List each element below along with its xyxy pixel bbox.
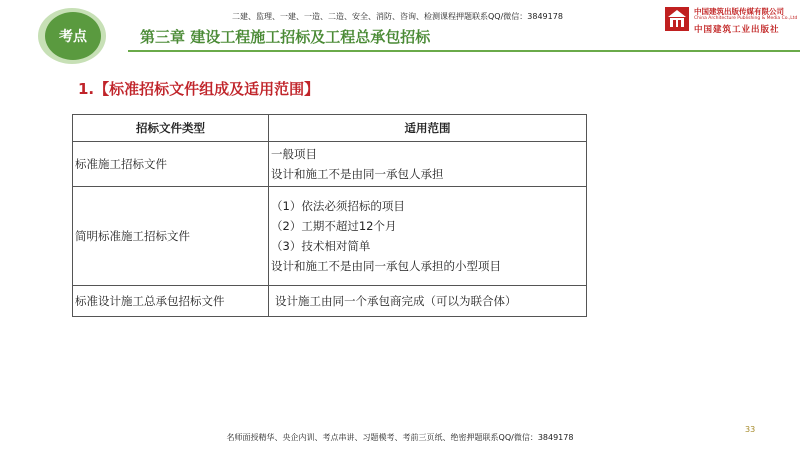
table-row: [73, 142, 587, 187]
logo-name-en: China Architecture Publishing & Media Co.,Ltd: [694, 16, 798, 21]
scope-line: （1）依法必须招标的项目: [271, 199, 405, 213]
section-heading: 1.【标准招标文件组成及适用范围】: [78, 80, 320, 98]
logo-name-cn2: 中国建筑工业出版社: [694, 25, 780, 35]
table-header-row: [73, 115, 587, 142]
header-scope: 适用范围: [269, 115, 587, 142]
publisher-logo: [664, 4, 798, 38]
scope-cell: [269, 286, 587, 317]
scope-line: 一般项目: [271, 147, 317, 161]
topic-badge: 考点: [45, 12, 101, 60]
scope-line: （2）工期不超过12个月: [271, 219, 397, 233]
scope-line: 设计和施工不是由同一承包人承担: [271, 167, 444, 181]
doc-type-cell: 标准施工招标文件: [73, 142, 269, 187]
top-promo-text: 二建、监理、一建、一造、二造、安全、消防、咨询、检测课程押题联系QQ/微信：3849178: [232, 12, 563, 21]
table-row: [73, 187, 587, 286]
scope-line: （3）技术相对简单: [271, 239, 371, 253]
logo-name-cn: 中国建筑出版传媒有限公司: [694, 7, 784, 16]
scope-line: 设计施工由同一个承包商完成（可以为联合体）: [275, 294, 517, 308]
doc-type-cell: 简明标准施工招标文件: [73, 187, 269, 286]
scope-cell: [269, 187, 587, 286]
page-number: 33: [745, 425, 756, 434]
header-type: 招标文件类型: [73, 115, 269, 142]
chapter-title: 第三章 建设工程施工招标及工程总承包招标: [140, 28, 431, 46]
bid-docs-table: [72, 114, 587, 317]
scope-cell: [269, 142, 587, 187]
table-row: [73, 286, 587, 317]
bottom-promo-text: 名师面授精华、央企内训、考点串讲、习题模考、考前三页纸、绝密押题联系QQ/微信：3849178: [226, 433, 574, 442]
doc-type-cell: 标准设计施工总承包招标文件: [73, 286, 269, 317]
publisher-emblem-icon: [664, 6, 690, 32]
scope-line: 设计和施工不是由同一承包人承担的小型项目: [271, 259, 501, 273]
header-divider: [128, 50, 800, 52]
